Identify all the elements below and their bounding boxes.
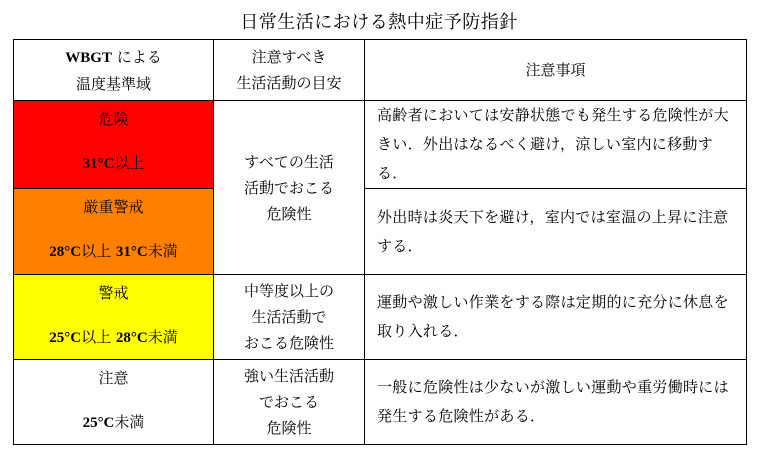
heatstroke-guideline-table (13, 39, 747, 445)
range-qualifier: 以上 (81, 242, 116, 260)
range-value: 25°C (82, 415, 115, 431)
activity-line: 生活活動で (251, 308, 327, 326)
range-value: 28°C (49, 244, 82, 260)
activity-cell-strenuous (214, 360, 365, 445)
activity-line: 危険性 (266, 204, 312, 223)
activity-line: 活動でおこる (243, 178, 334, 197)
level-severe-cell (14, 189, 214, 275)
range-qualifier: 未満 (114, 413, 145, 431)
level-name: 厳重警戒 (83, 198, 144, 216)
level-name: 警戒 (98, 284, 129, 302)
range-value: 25°C (49, 330, 82, 346)
header-activity (214, 40, 365, 101)
header-wbgt-line2: 温度基準域 (75, 74, 151, 93)
activity-line: でおこる (258, 393, 319, 411)
range-value: 28°C (115, 330, 148, 346)
header-wbgt-latin: WBGT (65, 49, 112, 66)
table-header-row (14, 40, 747, 101)
level-warning-cell (14, 275, 214, 360)
activity-line: 中等度以上の (243, 282, 334, 300)
range-value: 31°C (115, 244, 148, 260)
range-qualifier: 以上 (81, 328, 116, 346)
range-qualifier: 以上 (114, 154, 145, 172)
level-name: 危険 (98, 110, 129, 128)
activity-line: おこる危険性 (243, 334, 334, 352)
level-name: 注意 (98, 369, 129, 387)
level-danger-cell (14, 101, 214, 189)
note-cell: 外出時は炎天下を避け，室内では室温の上昇に注意する． (365, 189, 747, 275)
header-wbgt (14, 40, 214, 101)
range-value: 31°C (82, 156, 115, 172)
header-wbgt-jp: による (111, 47, 162, 66)
range-qualifier: 未満 (147, 242, 178, 260)
table-row-severe (14, 189, 747, 275)
range-qualifier: 未満 (147, 328, 178, 346)
level-caution-cell (14, 360, 214, 445)
activity-cell-all (214, 101, 365, 275)
header-activity-line2: 生活活動の目安 (236, 74, 342, 92)
note-cell: 運動や激しい作業をする際は定期的に充分に休息を取り入れる． (365, 275, 747, 360)
level-range (14, 241, 213, 262)
page-title: 日常生活における熱中症予防指針 (240, 12, 518, 33)
table-row-danger (14, 101, 747, 189)
activity-line: すべての生活 (244, 152, 334, 171)
table-row-caution (14, 360, 747, 445)
header-notes: 注意事項 (365, 40, 747, 101)
activity-line: 強い生活活動 (243, 367, 334, 385)
header-activity-line1: 注意すべき (251, 48, 327, 66)
activity-line: 危険性 (266, 419, 312, 437)
table-row-warning (14, 275, 747, 360)
activity-cell-moderate (214, 275, 365, 360)
note-cell: 一般に危険性は少ないが激しい運動や重労働時には発生する危険性がある． (365, 360, 747, 445)
level-range (14, 153, 213, 174)
level-range (14, 327, 213, 348)
level-range (14, 412, 213, 433)
note-cell: 高齢者においては安静状態でも発生する危険性が大きい．外出はなるべく避け，涼しい室内に移動する． (365, 101, 747, 189)
